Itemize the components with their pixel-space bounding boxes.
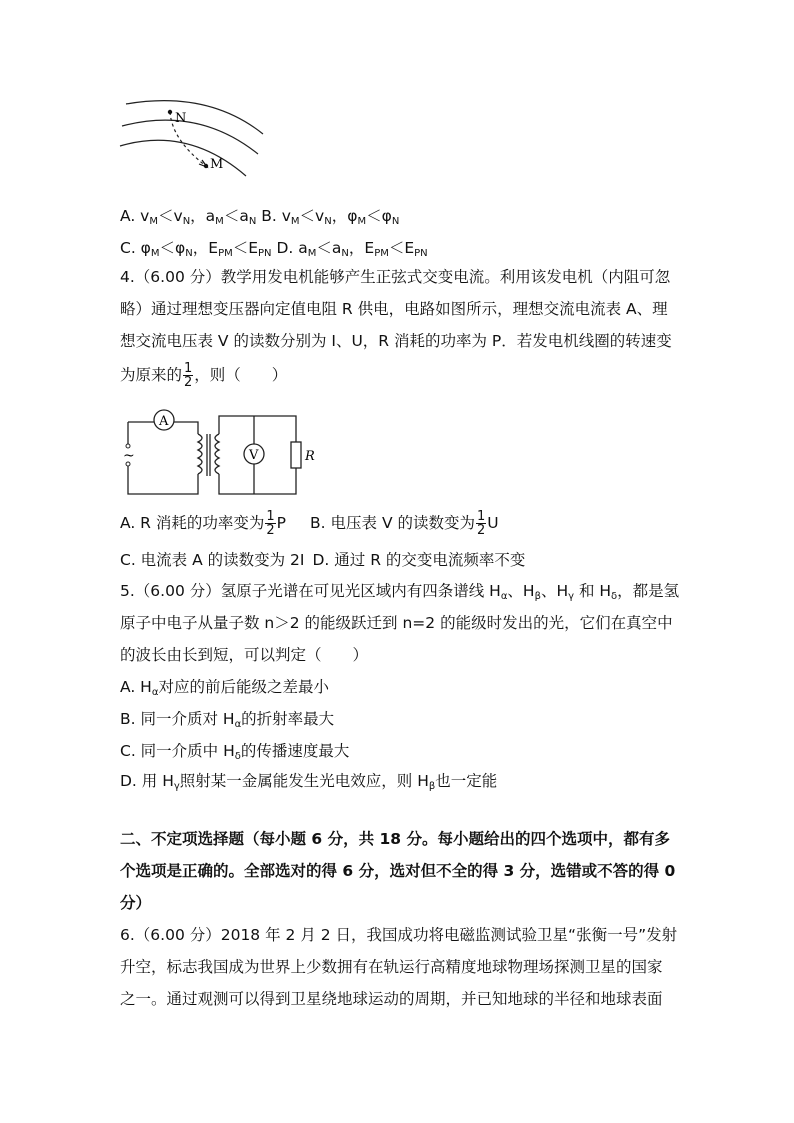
- point-n: [168, 110, 172, 114]
- ammeter-label: A: [159, 414, 169, 429]
- primary-coil-icon: [198, 434, 202, 474]
- q5-option-c: C. 同一介质中 $H_\delta$的传播速度最大: [120, 742, 350, 762]
- section2-line-3: 分）: [120, 894, 152, 912]
- label-m: M: [210, 157, 224, 172]
- q5-line-2: 原子中电子从量子数 n＞2 的能级跃迁到 n=2 的能级时发出的光，它们在真空中: [120, 614, 673, 632]
- fraction-half: $\frac{1}{2}$: [184, 361, 193, 390]
- q5-option-d: D. 用 $H_\gamma$照射某一金属能发生光电效应，则 $H_\beta$也一定能: [120, 772, 498, 792]
- circuit-diagram: [118, 404, 315, 500]
- secondary-coil-icon: [215, 434, 219, 474]
- section2-line-2: 个选项是正确的。全部选对的得 6 分，选对但不全的得 3 分，选错或不答的得 0: [120, 862, 676, 880]
- q4-options-ab: A. R 消耗的功率变为 $\frac{1}{2}$ P B. 电压表 V 的读数变为 $\frac{1}{2}$ U: [120, 509, 499, 538]
- q4-line-1: 4.（6.00 分）教学用发电机能够产生正弦式交变电流。利用该发电机（内阻可忽: [120, 268, 671, 286]
- q6-line-3: 之一。通过观测可以得到卫星绕地球运动的周期，并已知地球的半径和地球表面: [120, 990, 663, 1008]
- q5-option-b: B. 同一介质对 $H_\alpha$的折射率最大: [120, 710, 335, 730]
- q4-line-2: 略）通过理想变压器向定值电阻 R 供电，电路如图所示，理想交流电流表 A、理: [120, 300, 668, 318]
- resistor-label: R: [305, 449, 315, 464]
- resistor-icon: [291, 442, 301, 468]
- q6-line-2: 升空，标志我国成为世界上少数拥有在轨运行高精度地球物理场探测卫星的国家: [120, 958, 663, 976]
- q6-line-1: 6.（6.00 分）2018 年 2 月 2 日，我国成功将电磁监测试验卫星“张衡一号”发射: [120, 926, 678, 944]
- q4-options-cd: C. 电流表 A 的读数变为 2I D. 通过 R 的交变电流频率不变: [120, 551, 526, 569]
- q4-line-4: 为原来的 $\frac{1}{2}$ ，则（ ）: [120, 361, 288, 390]
- orbit-figure: [118, 96, 268, 178]
- q5-line-1: 5.（6.00 分）氢原子光谱在可见光区域内有四条谱线 $H_\alpha$、$H_\beta$、$H_\gamma$ 和 $H_\delta$，都是氢: [120, 582, 680, 602]
- section2-line-1: 二、不定项选择题（每小题 6 分，共 18 分。每小题给出的四个选项中，都有多: [120, 830, 670, 848]
- q3-options-cd: C. $\varphi_M<\varphi_N$，$E_{PM}<E_{PN}$ D. $a_M<a_N$，$E_{PM}<E_{PN}$: [120, 239, 428, 259]
- voltmeter-label: V: [249, 448, 259, 463]
- q5-line-3: 的波长由长到短，可以判定（ ）: [120, 646, 369, 664]
- q3-options-ab: A. $v_M<v_N$，$a_M<a_N$ B. $v_M<v_N$，$\varphi_M<\varphi_N$: [120, 207, 400, 227]
- label-n: N: [175, 111, 187, 126]
- ac-source-symbol: ~: [123, 448, 135, 464]
- q4-line-3: 想交流电压表 V 的读数分别为 I、U，R 消耗的功率为 P．若发电机线圈的转速变: [120, 332, 672, 350]
- q5-option-a: A. $H_\alpha$对应的前后能级之差最小: [120, 678, 329, 698]
